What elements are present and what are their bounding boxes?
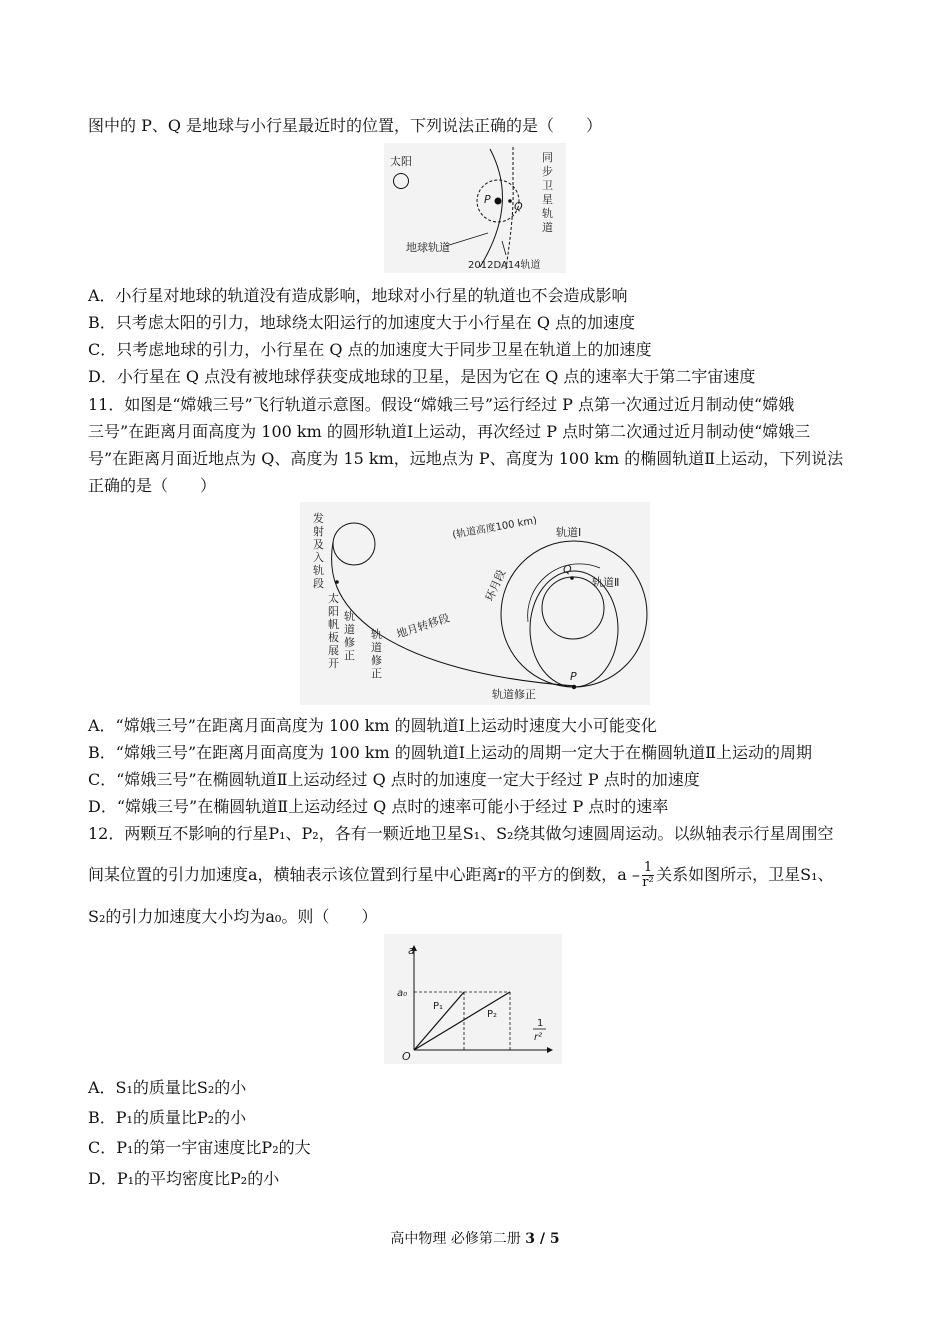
p2-line: [414, 992, 510, 1050]
q12-frac-num: 1: [643, 860, 653, 875]
sun-icon: [394, 174, 409, 189]
orbit-2-label: 轨道Ⅱ: [592, 576, 620, 589]
q10-option-d: D．小行星在 Q 点没有被地球俘获变成地球的卫星，是因为它在 Q 点的速率大于第二宇宙速度: [88, 367, 756, 386]
correction3-label: 轨道修正: [492, 688, 536, 701]
q12-option-c: C．P₁的第一宇宙速度比P₂的大: [88, 1138, 311, 1157]
page-footer: [0, 1228, 950, 1248]
q11-stem-line-3: 号”在距离月面近地点为 Q、高度为 15 km，远地点为 P、高度为 100 km 的椭圆轨道Ⅱ上运动，下列说法: [88, 449, 844, 468]
q-dot: [508, 199, 512, 203]
q11-stem-line-2: 三号”在距离月面高度为 100 km 的圆形轨道Ⅰ上运动，再次经过 P 点时第二次通过近月制动使“嫦娥三: [88, 422, 811, 441]
transfer-label: 地月转移段: [394, 611, 452, 641]
earth-circle: [333, 523, 375, 565]
q11-option-a: A．“嫦娥三号”在距离月面高度为 100 km 的圆轨道Ⅰ上运动时速度大小可能变化: [88, 716, 657, 735]
q11-option-d: D．“嫦娥三号”在椭圆轨道Ⅱ上运动经过 Q 点时的速率可能小于经过 P 点时的速率: [88, 797, 669, 816]
q11-option-c: C．“嫦娥三号”在椭圆轨道Ⅱ上运动经过 Q 点时的加速度一定大于经过 P 点时的加速度: [88, 770, 700, 789]
correction2-label: 轨道修正: [371, 628, 382, 680]
launch-label: 发射及 入轨段: [313, 512, 324, 590]
sync-orbit-label: 同步卫 星轨道: [542, 151, 553, 234]
p2-label: P₂: [487, 1009, 498, 1020]
q12-fraction: [642, 861, 654, 890]
asteroid-orbit-line: [506, 147, 513, 269]
q11-stem-line-1: 11．如图是“嫦娥三号”飞行轨道示意图。假设“嫦娥三号”运行经过 P 点第一次通过近月制动使“嫦娥: [88, 395, 795, 414]
page-number: 3 / 5: [525, 1231, 560, 1247]
q12-option-a: A．S₁的质量比S₂的小: [88, 1078, 247, 1097]
q-label: Q: [563, 563, 572, 576]
q12-graph: [384, 934, 562, 1064]
orbit-1-label: 轨道Ⅰ: [556, 526, 582, 539]
q12-stem-line-2b: 关系如图所示，卫星S₁、: [656, 865, 834, 884]
x-axis-den: r²: [534, 1032, 543, 1043]
q11-figure: [300, 502, 650, 705]
q12-stem-line-1: 12．两颗互不影响的行星P₁、P₂，各有一颗近地卫星S₁、S₂绕其做匀速圆周运动。以纵轴表示行星周围空: [88, 824, 834, 843]
y-axis-label: a: [408, 944, 415, 957]
q10-option-c: C．只考虑地球的引力，小行星在 Q 点的加速度大于同步卫星在轨道上的加速度: [88, 340, 652, 359]
q10-option-a: A．小行星对地球的轨道没有造成影响，地球对小行星的轨道也不会造成影响: [88, 286, 628, 305]
q12-stem-line-2: [88, 860, 834, 890]
q10-figure: [384, 143, 566, 273]
orbit-height-label: (轨道高度100 km): [451, 515, 538, 541]
q10-intro: 图中的 P、Q 是地球与小行星最近时的位置，下列说法正确的是（ ）: [88, 116, 603, 135]
q12-stem-line-3: S₂的引力加速度大小均为a₀。则（ ）: [88, 907, 378, 926]
footer-text: 高中物理 必修第二册: [390, 1231, 526, 1247]
earth-orbit-label: 地球轨道: [406, 241, 450, 254]
earth-orbit-line: [480, 149, 502, 267]
sun-label: 太阳: [390, 155, 412, 168]
asteroid-orbit-label: 2012DA14轨道: [468, 260, 541, 271]
origin-label: O: [402, 1050, 411, 1063]
x-axis-num: 1: [537, 1018, 544, 1029]
p1-label: P₁: [433, 1001, 444, 1012]
q12-option-d: D．P₁的平均密度比P₂的小: [88, 1169, 280, 1188]
q12-frac-den: r²: [642, 875, 654, 890]
correction1-label: 轨道修正: [344, 610, 355, 662]
q10-option-b: B．只考虑太阳的引力，地球绕太阳运行的加速度大于小行星在 Q 点的加速度: [88, 313, 636, 332]
lunar-orbit-label: 环月段: [482, 567, 509, 604]
q11-stem-line-4: 正确的是（ ）: [88, 476, 217, 495]
q12-stem-line-2a: 间某位置的引力加速度a，横轴表示该位置到行星中心距离r的平方的倒数，a –: [88, 865, 640, 884]
orbit-1-circle: [501, 541, 647, 687]
p-label: P: [484, 193, 491, 206]
q12-option-b: B．P₁的质量比P₂的小: [88, 1108, 247, 1127]
solar-panel-label: 太阳帆 板展开: [328, 592, 339, 670]
q11-option-b: B．“嫦娥三号”在距离月面高度为 100 km 的圆轨道Ⅰ上运动的周期一定大于在椭圆轨道Ⅱ上运动的周期: [88, 743, 812, 762]
earth-dot: [495, 198, 502, 205]
q-label: Q: [514, 200, 523, 213]
p-label: P: [570, 670, 577, 683]
a0-label: a₀: [397, 988, 408, 999]
